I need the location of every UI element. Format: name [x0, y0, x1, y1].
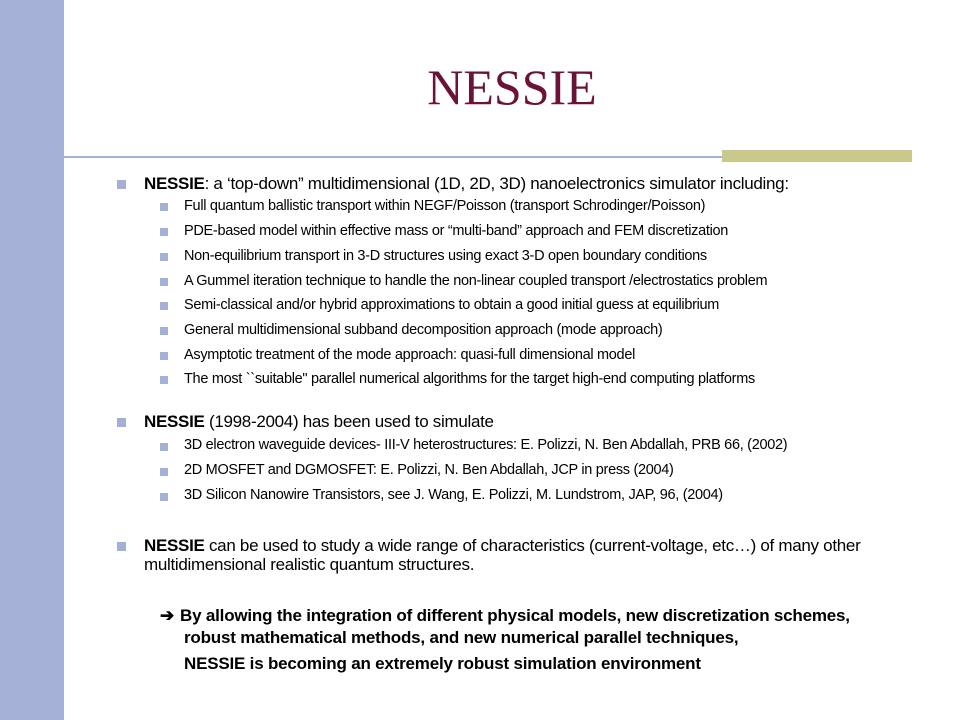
bullet-square-icon: [117, 418, 126, 427]
bullet-1: [144, 174, 789, 194]
conclusion-line-2: robust mathematical methods, and new numerical parallel techniques,: [184, 628, 739, 647]
bullet-1-subitem: The most ``suitable" parallel numerical algorithms for the target high-end computing platforms: [184, 371, 755, 387]
sub-bullet-square-icon: [160, 352, 168, 360]
conclusion-text-1: By allowing the integration of different physical models, new discretization schemes,: [180, 606, 850, 625]
sub-bullet-square-icon: [160, 327, 168, 335]
sub-bullet-square-icon: [160, 302, 168, 310]
bullet-2-text: (1998-2004) has been used to simulate: [204, 412, 494, 431]
bullet-1-subitem: PDE-based model within effective mass or “multi-band” approach and FEM discretization: [184, 223, 729, 239]
sub-bullet-square-icon: [160, 253, 168, 261]
bullet-2-keyword: NESSIE: [144, 412, 205, 431]
sub-bullet-square-icon: [160, 443, 168, 451]
bullet-1-subitem: Semi-classical and/or hybrid approximations to obtain a good initial guess at equilibrium: [184, 297, 720, 313]
bullet-3: [144, 536, 904, 574]
slide-title: NESSIE: [427, 59, 597, 115]
sub-bullet-square-icon: [160, 228, 168, 236]
arrow-right-icon: ➔: [160, 606, 175, 625]
sub-bullet-square-icon: [160, 493, 168, 501]
bullet-1-subitem: A Gummel iteration technique to handle the non-linear coupled transport /electrostatics problem: [184, 273, 768, 289]
bullet-1-subitem: Asymptotic treatment of the mode approach: quasi-full dimensional model: [184, 347, 635, 363]
bullet-1-subitem: Full quantum ballistic transport within NEGF/Poisson (transport Schrodinger/Poisson): [184, 198, 706, 214]
conclusion-line-3: NESSIE is becoming an extremely robust simulation environment: [184, 654, 701, 673]
sub-bullet-square-icon: [160, 203, 168, 211]
sub-bullet-square-icon: [160, 468, 168, 476]
bullet-2-subitem: 2D MOSFET and DGMOSFET: E. Polizzi, N. Ben Abdallah, JCP in press (2004): [184, 462, 674, 478]
bullet-1-keyword: NESSIE: [144, 174, 205, 193]
bullet-2-subitem: 3D electron waveguide devices- III-V heterostructures: E. Polizzi, N. Ben Abdallah, PRB 66, (2002): [184, 437, 788, 453]
sub-bullet-square-icon: [160, 376, 168, 384]
bullet-1-subitem: Non-equilibrium transport in 3-D structures using exact 3-D open boundary conditions: [184, 248, 707, 264]
bullet-2: [144, 412, 494, 432]
bullet-1-text: : a ‘top-down” multidimensional (1D, 2D, 3D) nanoelectronics simulator including:: [204, 174, 789, 193]
conclusion-line-1: [160, 606, 850, 626]
bullet-square-icon: [117, 542, 126, 551]
sub-bullet-square-icon: [160, 278, 168, 286]
bullet-3-keyword: NESSIE: [144, 536, 205, 555]
bullet-2-subitem: 3D Silicon Nanowire Transistors, see J. Wang, E. Polizzi, M. Lundstrom, JAP, 96, (2004): [184, 487, 723, 503]
bullet-square-icon: [117, 180, 126, 189]
bullet-3-text: can be used to study a wide range of characteristics (current-voltage, etc…) of many other multidimensional realistic quantum structures.: [144, 536, 861, 574]
bullet-1-subitem: General multidimensional subband decomposition approach (mode approach): [184, 322, 663, 338]
